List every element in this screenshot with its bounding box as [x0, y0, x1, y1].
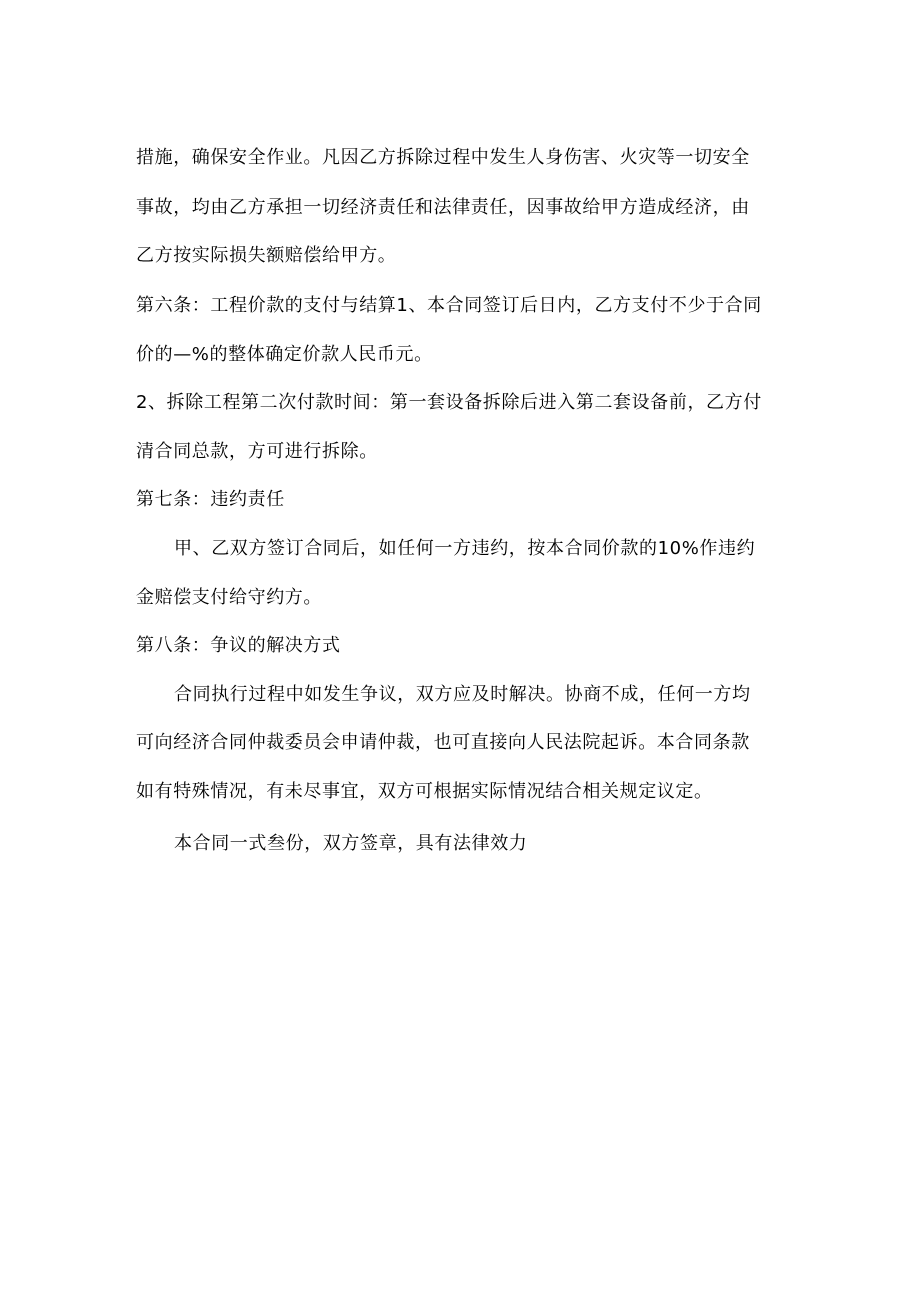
text-line: 清合同总款，方可进行拆除。 [136, 441, 378, 462]
closing-line: 本合同一式叁份，双方签章，具有法律效力 [174, 833, 528, 854]
text-line: 合同执行过程中如发生争议，双方应及时解决。协商不成，任何一方均 [174, 684, 751, 705]
section-heading-8: 第八条：争议的解决方式 [136, 635, 341, 656]
section-heading-6: 第六条：工程价款的支付与结算1、本合同签订后日内，乙方支付不少于合同 [136, 295, 762, 316]
text-line: 可向经济合同仲裁委员会申请仲裁，也可直接向人民法院起诉。本合同条款 [136, 732, 750, 753]
text-line: 金赔偿支付给守约方。 [136, 587, 322, 608]
text-line: 事故，均由乙方承担一切经济责任和法律责任，因事故给甲方造成经济，由 [136, 197, 750, 218]
text-line: 如有特殊情况，有未尽事宜，双方可根据实际情况结合相关规定议定。 [136, 781, 713, 802]
text-line: 2、拆除工程第二次付款时间：第一套设备拆除后进入第二套设备前，乙方付 [136, 392, 762, 413]
text-line: 甲、乙双方签订合同后，如任何一方违约，按本合同价款的10%作违约 [174, 538, 756, 559]
section-heading-7: 第七条：违约责任 [136, 489, 285, 510]
text-line: 价的—%的整体确定价款人民币元。 [136, 344, 433, 365]
text-line: 乙方按实际损失额赔偿给甲方。 [136, 245, 397, 266]
text-line: 措施，确保安全作业。凡因乙方拆除过程中发生人身伤害、火灾等一切安全 [136, 147, 750, 168]
